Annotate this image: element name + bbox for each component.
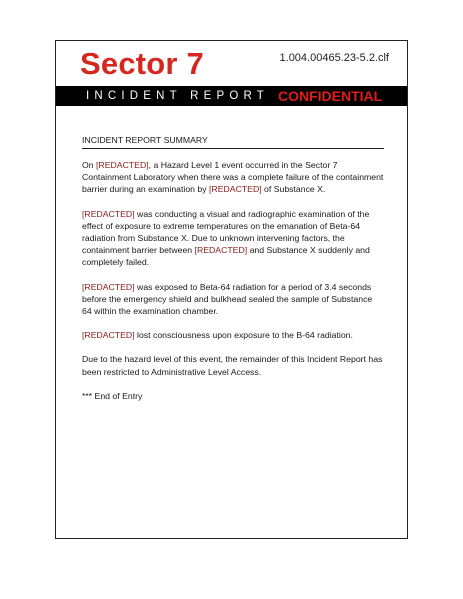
report-paragraph <box>82 390 384 402</box>
classification-label: CONFIDENTIAL <box>278 88 383 104</box>
redacted-text: [REDACTED] <box>96 160 149 170</box>
report-banner <box>56 86 407 106</box>
paragraph-text: lost consciousness upon exposure to the B-64 radiation. <box>134 330 353 341</box>
document-code: 1.004.00465.23-5.2.clf <box>279 52 389 64</box>
paragraph-text: and Substance X suddenly and completely failed. <box>82 245 370 268</box>
redacted-text: [REDACTED] <box>209 184 262 195</box>
report-paragraph <box>82 329 384 341</box>
paragraph-text: of Substance X. <box>261 184 326 195</box>
redacted-text: [REDACTED] <box>82 281 135 292</box>
report-paragraphs <box>82 159 384 402</box>
paragraph-text: was conducting a visual and radiographic examination of the effect of exposure to extreme temperatures on the emanation of Beta-64 radiation from Substance X. Due to unknown intervening factors, the containment barrier between <box>82 208 370 256</box>
summary-heading: INCIDENT REPORT SUMMARY <box>82 135 384 149</box>
report-paragraph <box>82 281 384 318</box>
redacted-text: [REDACTED] <box>82 208 135 219</box>
redacted-text: [REDACTED] <box>82 330 135 341</box>
paragraph-text: , a Hazard Level 1 event occurred in the Sector 7 Containment Laboratory when there was a complete failure of the containment barrier during an examination by <box>82 160 384 195</box>
paragraph-text: *** End of Entry <box>82 390 143 401</box>
paragraph-text: On <box>82 160 97 170</box>
report-page <box>55 40 408 539</box>
report-paragraph <box>82 159 384 196</box>
redacted-text: [REDACTED] <box>194 245 248 256</box>
report-body <box>82 135 384 414</box>
report-paragraph <box>82 353 384 377</box>
sector-title: Sector 7 <box>80 46 204 81</box>
paragraph-text: Due to the hazard level of this event, the remainder of this Incident Report has been restricted to Administrative Level Access. <box>82 354 383 377</box>
paragraph-text: was exposed to Beta-64 radiation for a period of 3.4 seconds before the emergency shield and bulkhead sealed the sample of Substance 64 within the examination chamber. <box>82 281 373 317</box>
banner-label: INCIDENT REPORT <box>86 90 270 102</box>
report-paragraph <box>82 208 384 269</box>
